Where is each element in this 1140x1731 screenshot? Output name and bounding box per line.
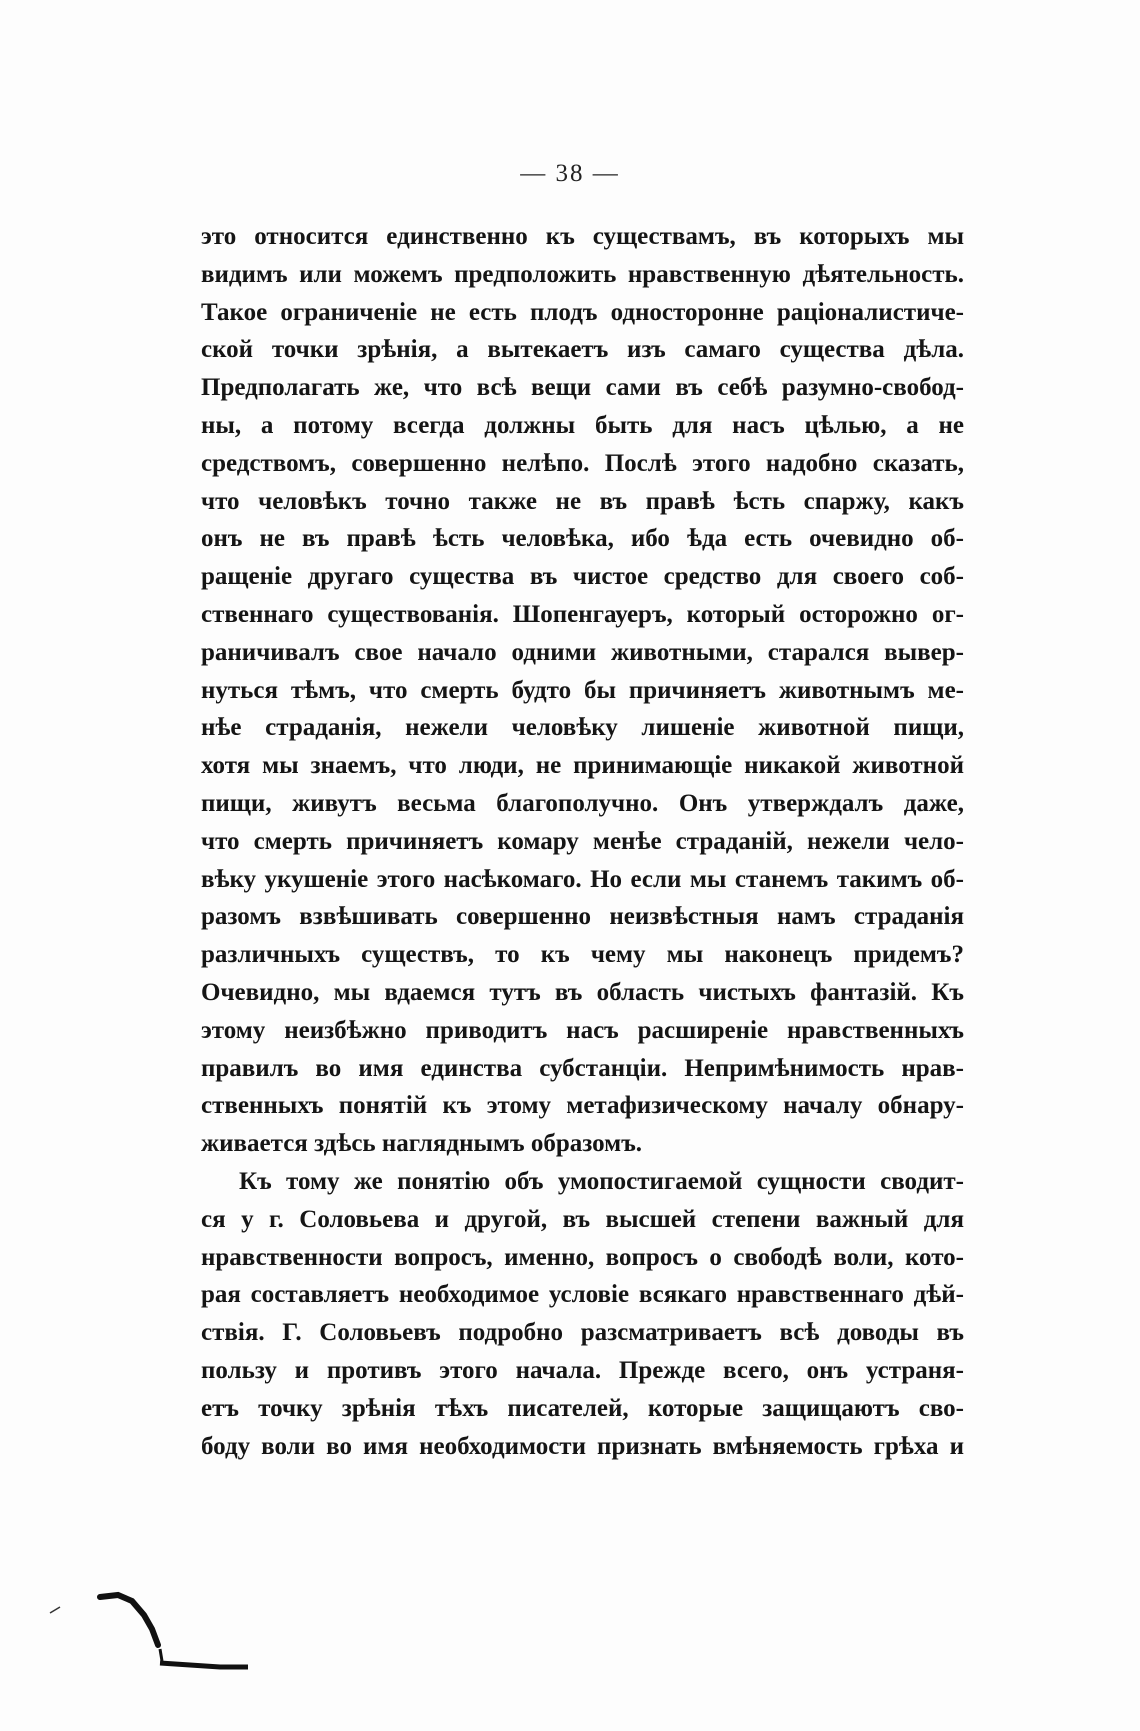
text-line: правилъ во имя единства субстанціи. Непримѣнимость нрав-	[201, 1054, 964, 1082]
text-line: ся у г. Соловьева и другой, въ высшей степени важный для	[201, 1205, 964, 1233]
text-line: Такое ограниченіе не есть плодъ односторонне раціоналистиче-	[201, 298, 964, 326]
text-line: живается здѣсь нагляднымъ образомъ.	[201, 1130, 643, 1158]
text-line: что человѣкъ точно также не въ правѣ ѣсть спаржу, какъ	[201, 487, 964, 515]
text-line: этому неизбѣжно приводитъ насъ расширеніе нравственныхъ	[201, 1016, 964, 1044]
text-line: рая составляетъ необходимое условіе всякаго нравственнаго дѣй-	[201, 1281, 964, 1309]
text-line: ственнаго существованія. Шопенгауеръ, который осторожно ог-	[201, 600, 964, 628]
text-line: пользу и противъ этого начала. Прежде всего, онъ устраня-	[201, 1356, 964, 1384]
text-line: Предполагать же, что всѣ вещи сами въ себѣ разумно-свобод-	[201, 374, 964, 402]
text-line: ствія. Г. Соловьевъ подробно разсматриваетъ всѣ доводы въ	[201, 1319, 964, 1347]
text-line: нѣе страданія, нежели человѣку лишеніе животной пищи,	[201, 714, 964, 742]
text-line: это относится единственно къ существамъ, въ которыхъ мы	[201, 223, 964, 250]
text-line: различныхъ существъ, то къ чему мы наконецъ придемъ?	[201, 941, 964, 969]
text-line: пищи, живутъ весьма благополучно. Онъ утверждалъ даже,	[201, 789, 964, 817]
text-line: Очевидно, мы вдаемся тутъ въ область чистыхъ фантазій. Къ	[201, 978, 964, 1006]
text-line: Къ тому же понятію объ умопостигаемой сущности сводит-	[239, 1167, 964, 1195]
text-line: ственныхъ понятій къ этому метафизическому началу обнару-	[201, 1092, 964, 1120]
text-line: ской точки зрѣнія, а вытекаетъ изъ самаго существа дѣла.	[201, 336, 964, 364]
text-line: что смерть причиняетъ комару менѣе страданій, нежели чело-	[201, 827, 964, 855]
text-line: нравственности вопросъ, именно, вопросъ о свободѣ воли, кото-	[201, 1243, 964, 1271]
text-line: разомъ взвѣшивать совершенно неизвѣстныя намъ страданія	[201, 903, 964, 931]
text-line: боду воли во имя необходимости признать вмѣняемость грѣха и	[201, 1432, 964, 1460]
text-line: онъ не въ правѣ ѣсть человѣка, ибо ѣда есть очевидно об-	[201, 525, 964, 553]
text-line: ны, а потому всегда должны быть для насъ цѣлью, а не	[201, 411, 964, 439]
scan-edge-mark	[40, 1585, 260, 1675]
text-line: видимъ или можемъ предположить нравственную дѣятельность.	[201, 260, 964, 288]
text-line: раничивалъ свое начало одними животными, старался вывер-	[201, 638, 964, 666]
text-line: вѣку укушеніе этого насѣкомаго. Но если мы станемъ такимъ об-	[201, 865, 964, 893]
body-text	[201, 218, 964, 1465]
text-line: нуться тѣмъ, что смерть будто бы причиняетъ животнымъ ме-	[201, 676, 964, 704]
text-line: ращеніе другаго существа въ чистое средство для своего соб-	[201, 563, 964, 591]
text-line: етъ точку зрѣнія тѣхъ писателей, которые защищаютъ сво-	[201, 1394, 964, 1422]
page-number: — 38 —	[520, 160, 620, 187]
text-line: средствомъ, совершенно нелѣпо. Послѣ этого надобно сказать,	[201, 449, 964, 477]
text-line: хотя мы знаемъ, что люди, не принимающіе никакой животной	[201, 752, 964, 780]
